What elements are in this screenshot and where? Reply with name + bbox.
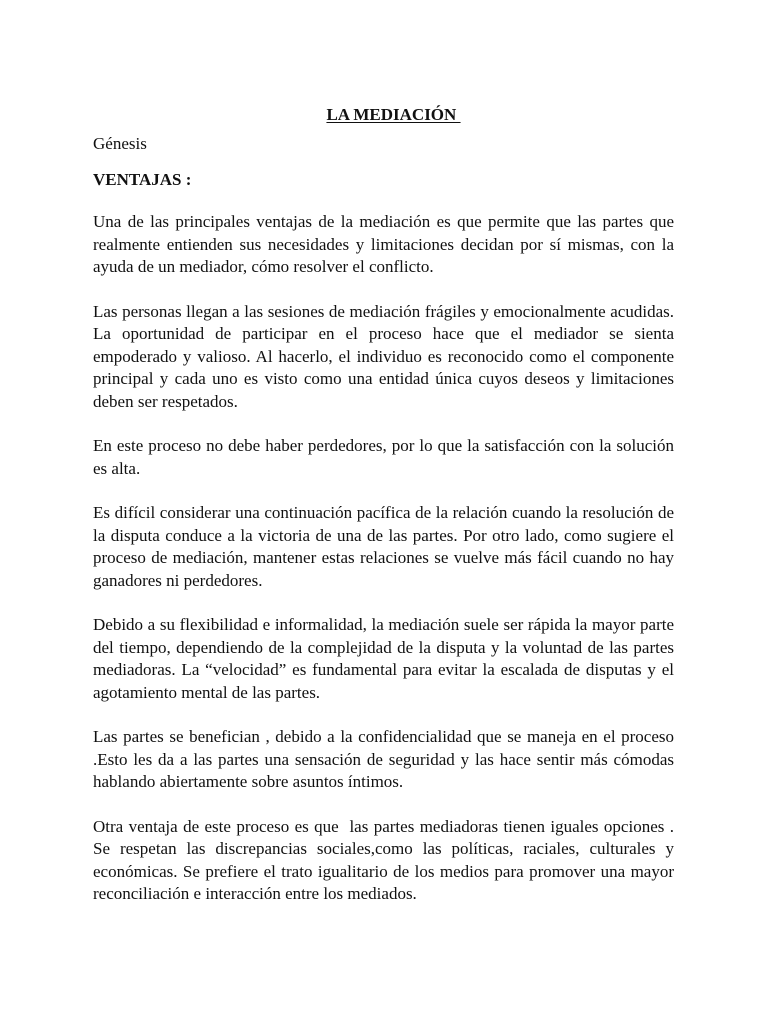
paragraph-3: En este proceso no debe haber perdedores, por lo que la satisfacción con la solución es alta. <box>93 436 679 478</box>
paragraph-1: Una de las principales ventajas de la mediación es que permite que las partes que realmente entienden sus necesidades y limitaciones decidan por sí mismas, con la ayuda de un mediador, cómo resolver el conflicto. <box>93 212 679 276</box>
document-page <box>93 104 679 906</box>
section-heading-ventajas: VENTAJAS : <box>93 170 192 189</box>
paragraph-4: Es difícil considerar una continuación pacífica de la relación cuando la resolución de la disputa conduce a la victoria de una de las partes. Por otro lado, como sugiere el proceso de mediación, mantener estas relaciones se vuelve más fácil cuando no hay ganadores ni perdedores. <box>93 503 679 590</box>
paragraph-6: Las partes se benefician , debido a la confidencialidad que se maneja en el proceso .Esto les da a las partes una sensación de seguridad y las hace sentir más cómodas hablando abiertamente sobre asuntos íntimos. <box>93 727 679 791</box>
paragraph-5: Debido a su flexibilidad e informalidad, la mediación suele ser rápida la mayor parte del tiempo, dependiendo de la complejidad de la disputa y la voluntad de las partes mediadoras. La “velocidad” es fundamental para evitar la escalada de disputas y el agotamiento mental de las partes. <box>93 615 679 702</box>
paragraph-7: Otra ventaja de este proceso es que las partes mediadoras tienen iguales opciones . Se respetan las discrepancias sociales,como las políticas, raciales, culturales y económicas. Se prefiere el trato igualitario de los medios para promover una mayor reconciliación e interacción entre los mediados. <box>93 816 679 903</box>
document-subtitle: Génesis <box>93 134 147 153</box>
document-title <box>93 104 674 126</box>
paragraph-2: Las personas llegan a las sesiones de mediación frágiles y emocionalmente acudidas. La oportunidad de participar en el proceso hace que el mediador se sienta empoderado y valioso. Al hacerlo, el individuo es reconocido como el componente principal y cada uno es visto como una entidad única cuyos deseos y limitaciones deben ser respetados. <box>93 301 679 411</box>
document-title-text: LA MEDIACIÓN <box>326 105 461 124</box>
